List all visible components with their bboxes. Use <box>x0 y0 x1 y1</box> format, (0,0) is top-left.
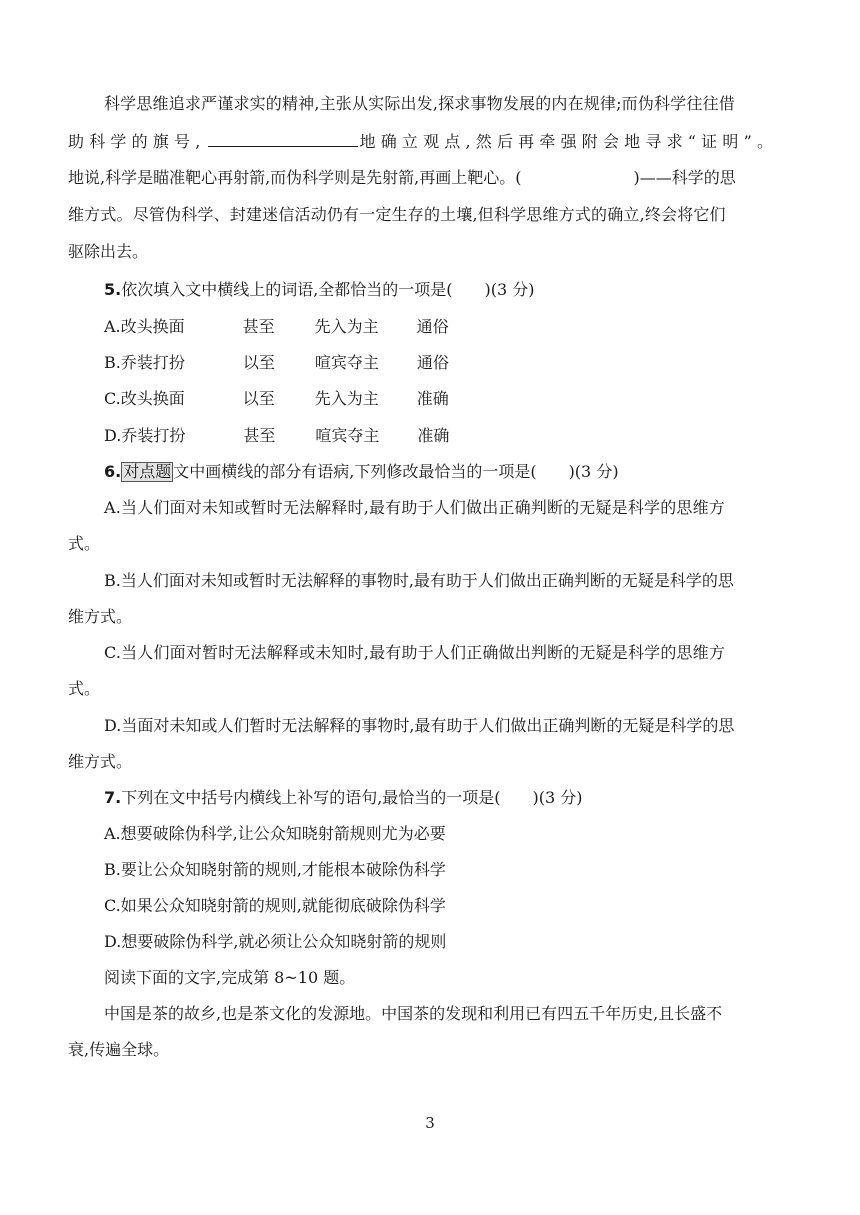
passage-line-4: 维方式。尽管伪科学、封建迷信活动仍有一定生存的土壤,但科学思维方式的确立,终会将它们 <box>68 205 726 224</box>
passage-line-1: 科学思维追求严谨求实的精神,主张从实际出发,探求事物发展的内在规律;而伪科学往往借 <box>104 94 735 113</box>
q6-option-c: C.当人们面对暂时无法解释或未知时,最有助于人们正确做出判断的无疑是科学的思维方 <box>104 643 726 662</box>
reading-paragraph-line-2: 衰,传遍全球。 <box>68 1040 170 1059</box>
passage-line-3-end: )——科学的思 <box>633 168 736 187</box>
question-6 <box>104 462 619 482</box>
option-word: 准确 <box>416 389 449 408</box>
question-7 <box>104 788 583 808</box>
option-word: 改头换面 <box>120 389 185 408</box>
question-6-number: 6. <box>104 462 122 481</box>
option-word: 准确 <box>417 426 450 445</box>
page-number: 3 <box>425 1114 435 1132</box>
question-5-stem: 依次填入文中横线上的词语,全都恰当的一项是( )(3 分) <box>121 280 535 299</box>
q7-option-b: B.要让公众知晓射箭的规则,才能根本破除伪科学 <box>104 860 446 879</box>
q7-option-a: A.想要破除伪科学,让公众知晓射箭规则尤为必要 <box>104 824 446 843</box>
passage-line-2-end: 地确立观点,然后再牵强附会地寻求“证明”。 <box>359 132 779 151</box>
reading-instruction: 阅读下面的文字,完成第 8~10 题。 <box>104 968 356 987</box>
option-word: 以至 <box>242 353 275 372</box>
option-word: 乔装打扮 <box>121 426 186 445</box>
option-letter: D. <box>104 426 122 445</box>
option-word: 以至 <box>242 389 275 408</box>
q6-option-b-cont: 维方式。 <box>68 607 133 626</box>
question-5-number: 5. <box>104 280 122 299</box>
option-word: 喧宾夺主 <box>314 353 379 372</box>
question-5 <box>104 280 535 300</box>
option-word: 喧宾夺主 <box>315 426 380 445</box>
option-word: 甚至 <box>242 317 275 336</box>
q5-option-b <box>104 353 449 373</box>
q6-option-c-cont: 式。 <box>68 679 101 698</box>
question-6-stem: 文中画横线的部分有语病,下列修改最恰当的一项是( )(3 分) <box>173 462 619 481</box>
question-7-stem: 下列在文中括号内横线上补写的语句,最恰当的一项是( )(3 分) <box>121 788 583 807</box>
q6-option-d: D.当面对未知或人们暂时无法解释的事物时,最有助于人们做出正确判断的无疑是科学的思 <box>104 716 735 735</box>
passage-line-3 <box>68 168 736 188</box>
option-letter: C. <box>104 389 121 408</box>
q6-option-d-cont: 维方式。 <box>68 752 133 771</box>
option-word: 通俗 <box>416 317 449 336</box>
passage-line-5: 驱除出去。 <box>68 242 149 261</box>
q7-option-c: C.如果公众知晓射箭的规则,就能彻底破除伪科学 <box>104 896 446 915</box>
option-word: 甚至 <box>243 426 276 445</box>
q6-option-a: A.当人们面对未知或暂时无法解释时,最有助于人们做出正确判断的无疑是科学的思维方 <box>104 498 725 517</box>
option-word: 先入为主 <box>314 389 379 408</box>
reading-paragraph-line-1: 中国是茶的故乡,也是茶文化的发源地。中国茶的发现和利用已有四五千年历史,且长盛不 <box>104 1004 723 1023</box>
question-7-number: 7. <box>104 788 122 807</box>
option-letter: A. <box>104 317 121 336</box>
passage-line-2 <box>68 131 778 152</box>
option-word: 通俗 <box>416 353 449 372</box>
q6-option-a-cont: 式。 <box>68 534 101 553</box>
q5-option-d <box>104 426 449 446</box>
passage-line-2-start: 助科学的旗号, <box>68 132 206 151</box>
option-word: 乔装打扮 <box>120 353 185 372</box>
q6-option-b: B.当人们面对未知或暂时无法解释的事物时,最有助于人们做出正确判断的无疑是科学的思 <box>104 571 734 590</box>
q5-option-a <box>104 317 449 337</box>
option-word: 改头换面 <box>120 317 185 336</box>
focus-tag: 对点题 <box>123 462 172 481</box>
option-word: 先入为主 <box>314 317 379 336</box>
option-letter: B. <box>104 353 121 372</box>
passage-line-3-start: 地说,科学是瞄准靶心再射箭,而伪科学则是先射箭,再画上靶心。( <box>68 168 522 187</box>
answer-blank <box>208 131 358 147</box>
q7-option-d: D.想要破除伪科学,就必须让公众知晓射箭的规则 <box>104 932 447 951</box>
q5-option-c <box>104 389 449 409</box>
